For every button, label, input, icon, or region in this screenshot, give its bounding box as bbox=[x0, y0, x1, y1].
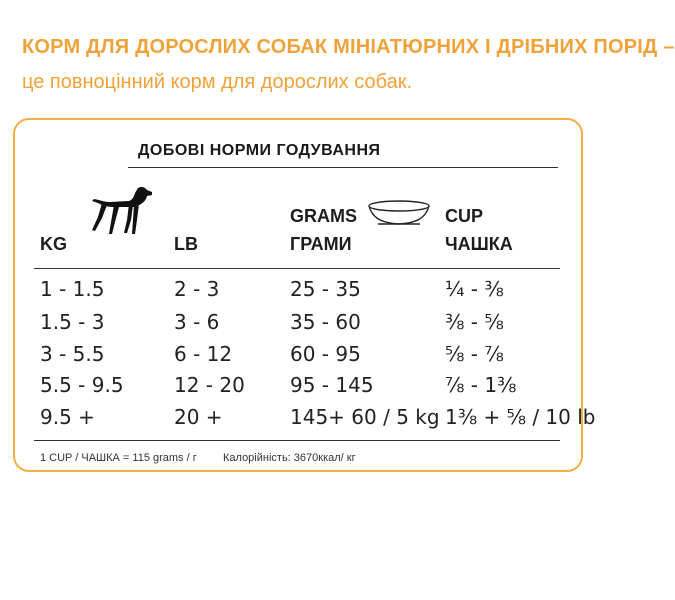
row-5-grams: 145+ 60 / 5 kg bbox=[290, 405, 440, 429]
row-5-lb: 20 + bbox=[174, 405, 223, 429]
row-1-lb: 2 - 3 bbox=[174, 277, 220, 301]
row-3-grams: 60 - 95 bbox=[290, 342, 361, 366]
row-1-kg: 1 - 1.5 bbox=[40, 277, 105, 301]
row-4-lb: 12 - 20 bbox=[174, 373, 245, 397]
row-4-kg: 5.5 - 9.5 bbox=[40, 373, 124, 397]
row-5-kg: 9.5 + bbox=[40, 405, 95, 429]
header-cup-en: CUP bbox=[445, 206, 484, 226]
row-5-cup: 1⅜ + ⅝ / 10 lb bbox=[445, 405, 596, 429]
row-4-grams: 95 - 145 bbox=[290, 373, 374, 397]
header-divider bbox=[34, 268, 560, 269]
header-kg: KG bbox=[40, 234, 67, 254]
page-subtitle: це повноцінний корм для дорослих собак. bbox=[22, 71, 413, 93]
row-1-cup: ¼ - ⅜ bbox=[445, 277, 504, 301]
footnote-cup-conversion: 1 CUP / ЧАШКА = 115 grams / г bbox=[40, 452, 197, 464]
dog-silhouette-icon bbox=[84, 184, 156, 238]
row-2-lb: 3 - 6 bbox=[174, 310, 220, 334]
row-4-cup: ⅞ - 1⅜ bbox=[445, 373, 517, 397]
row-2-kg: 1.5 - 3 bbox=[40, 310, 105, 334]
header-lb: LB bbox=[174, 234, 198, 254]
row-3-cup: ⅝ - ⅞ bbox=[445, 342, 504, 366]
row-3-kg: 3 - 5.5 bbox=[40, 342, 105, 366]
row-2-grams: 35 - 60 bbox=[290, 310, 361, 334]
table-bottom-divider bbox=[34, 440, 560, 441]
row-3-lb: 6 - 12 bbox=[174, 342, 233, 366]
row-1-grams: 25 - 35 bbox=[290, 277, 361, 301]
header-grams-en: GRAMS bbox=[290, 206, 357, 226]
table-title: ДОБОВІ НОРМИ ГОДУВАННЯ bbox=[138, 142, 381, 159]
header-grams-ua: ГРАМИ bbox=[290, 234, 352, 254]
row-2-cup: ⅜ - ⅝ bbox=[445, 310, 504, 334]
header-cup-ua: ЧАШКА bbox=[445, 234, 513, 254]
page-title: КОРМ ДЛЯ ДОРОСЛИХ СОБАК МІНІАТЮРНИХ І ДРІБНИХ ПОРІД – bbox=[22, 36, 675, 58]
food-bowl-icon bbox=[366, 199, 432, 229]
footnote-calories: Калорійність: 3670ккал/ кг bbox=[223, 452, 356, 464]
title-divider bbox=[128, 167, 558, 168]
